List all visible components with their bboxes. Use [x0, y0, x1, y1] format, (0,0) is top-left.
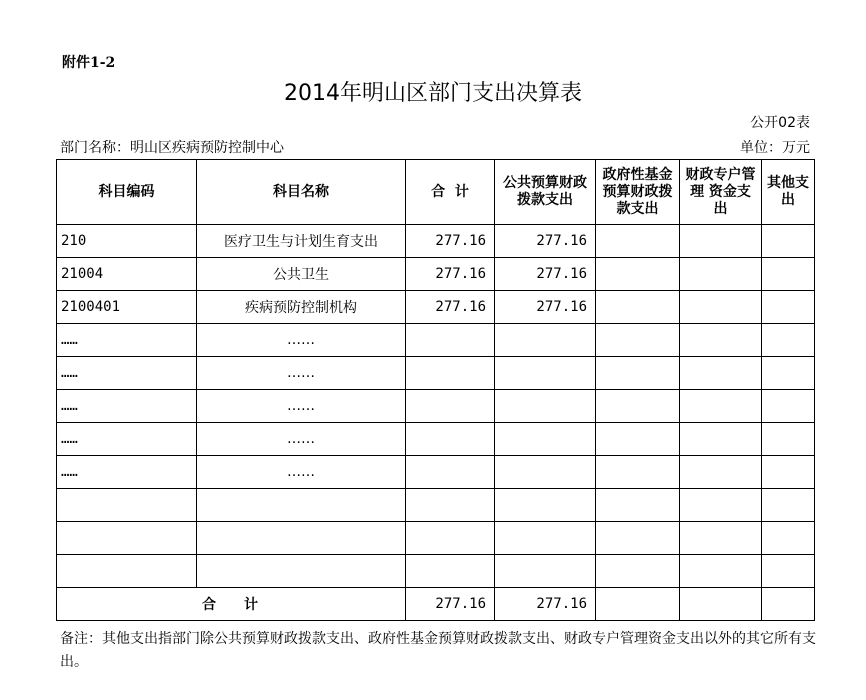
footnote: 备注：其他支出指部门除公共预算财政拨款支出、政府性基金预算财政拨款支出、财政专户管理资金支出以外的其它所有支出。	[60, 631, 816, 670]
cell-fund-budget	[596, 423, 680, 456]
cell-special-fund	[680, 357, 762, 390]
cell-name	[197, 522, 406, 555]
table-row	[57, 291, 815, 324]
cell-special-fund	[680, 390, 762, 423]
total-public-budget: 277.16	[495, 588, 596, 621]
cell-public-budget	[495, 390, 596, 423]
cell-code: 210	[57, 225, 197, 258]
cell-code: ……	[57, 423, 197, 456]
cell-fund-budget	[596, 489, 680, 522]
cell-special-fund	[680, 258, 762, 291]
cell-public-budget	[495, 522, 596, 555]
cell-code	[57, 489, 197, 522]
total-special-fund	[680, 588, 762, 621]
header-public-budget: 公共预算财政拨款支出	[495, 160, 596, 225]
cell-special-fund	[680, 522, 762, 555]
cell-special-fund	[680, 555, 762, 588]
cell-public-budget	[495, 423, 596, 456]
expenditure-table	[56, 159, 815, 621]
cell-total	[406, 357, 495, 390]
cell-other	[762, 555, 815, 588]
cell-other	[762, 522, 815, 555]
cell-code: 2100401	[57, 291, 197, 324]
cell-fund-budget	[596, 357, 680, 390]
cell-code	[57, 555, 197, 588]
table-row	[57, 423, 815, 456]
page-title: 2014年明山区部门支出决算表	[284, 81, 582, 106]
total-label-a: 合	[202, 597, 218, 613]
cell-fund-budget	[596, 456, 680, 489]
total-other	[762, 588, 815, 621]
cell-total	[406, 456, 495, 489]
cell-name: ……	[197, 324, 406, 357]
cell-public-budget	[495, 489, 596, 522]
unit-label: 单位：万元	[740, 140, 810, 156]
cell-public-budget	[495, 456, 596, 489]
cell-code: ……	[57, 324, 197, 357]
table-number: 公开02表	[750, 115, 810, 131]
cell-name: 公共卫生	[197, 258, 406, 291]
cell-name: ……	[197, 357, 406, 390]
total-label-b: 计	[244, 597, 260, 613]
cell-public-budget: 277.16	[495, 291, 596, 324]
cell-fund-budget	[596, 555, 680, 588]
cell-special-fund	[680, 489, 762, 522]
cell-name: 疾病预防控制机构	[197, 291, 406, 324]
cell-special-fund	[680, 225, 762, 258]
cell-name: ……	[197, 423, 406, 456]
cell-other	[762, 357, 815, 390]
cell-code	[57, 522, 197, 555]
cell-name	[197, 489, 406, 522]
cell-code: ……	[57, 357, 197, 390]
header-total: 合 计	[406, 160, 495, 225]
cell-fund-budget	[596, 324, 680, 357]
header-special-fund: 财政专户管理 资金支出	[680, 160, 762, 225]
attachment-label: 附件1-2	[62, 55, 116, 71]
cell-total: 277.16	[406, 258, 495, 291]
cell-name: ……	[197, 390, 406, 423]
cell-total	[406, 489, 495, 522]
cell-total	[406, 324, 495, 357]
cell-public-budget: 277.16	[495, 258, 596, 291]
cell-total: 277.16	[406, 291, 495, 324]
cell-public-budget	[495, 357, 596, 390]
cell-special-fund	[680, 291, 762, 324]
header-fund-budget: 政府性基金预算财政拨款支出	[596, 160, 680, 225]
table-row	[57, 390, 815, 423]
cell-other	[762, 456, 815, 489]
cell-total	[406, 555, 495, 588]
table-row	[57, 357, 815, 390]
header-name: 科目名称	[197, 160, 406, 225]
cell-other	[762, 291, 815, 324]
department-name: 部门名称：明山区疾病预防控制中心	[60, 140, 284, 156]
cell-code: 21004	[57, 258, 197, 291]
cell-fund-budget	[596, 225, 680, 258]
table-row	[57, 456, 815, 489]
cell-other	[762, 489, 815, 522]
cell-code: ……	[57, 456, 197, 489]
total-fund-budget	[596, 588, 680, 621]
cell-total: 277.16	[406, 225, 495, 258]
cell-fund-budget	[596, 522, 680, 555]
header-row	[57, 160, 815, 225]
cell-name: ……	[197, 456, 406, 489]
cell-total	[406, 522, 495, 555]
cell-total	[406, 423, 495, 456]
cell-fund-budget	[596, 258, 680, 291]
cell-other	[762, 390, 815, 423]
cell-public-budget: 277.16	[495, 225, 596, 258]
total-amount: 277.16	[406, 588, 495, 621]
total-label	[57, 588, 406, 621]
table-row	[57, 324, 815, 357]
cell-special-fund	[680, 456, 762, 489]
table-row	[57, 522, 815, 555]
table-row	[57, 555, 815, 588]
cell-name	[197, 555, 406, 588]
header-code: 科目编码	[57, 160, 197, 225]
cell-other	[762, 324, 815, 357]
cell-other	[762, 423, 815, 456]
cell-name: 医疗卫生与计划生育支出	[197, 225, 406, 258]
cell-total	[406, 390, 495, 423]
table-row	[57, 258, 815, 291]
header-other: 其他支出	[762, 160, 815, 225]
cell-other	[762, 225, 815, 258]
cell-public-budget	[495, 324, 596, 357]
table-row	[57, 225, 815, 258]
cell-special-fund	[680, 324, 762, 357]
table-row	[57, 489, 815, 522]
cell-fund-budget	[596, 291, 680, 324]
cell-fund-budget	[596, 390, 680, 423]
cell-public-budget	[495, 555, 596, 588]
cell-other	[762, 258, 815, 291]
cell-special-fund	[680, 423, 762, 456]
cell-code: ……	[57, 390, 197, 423]
total-row	[57, 588, 815, 621]
